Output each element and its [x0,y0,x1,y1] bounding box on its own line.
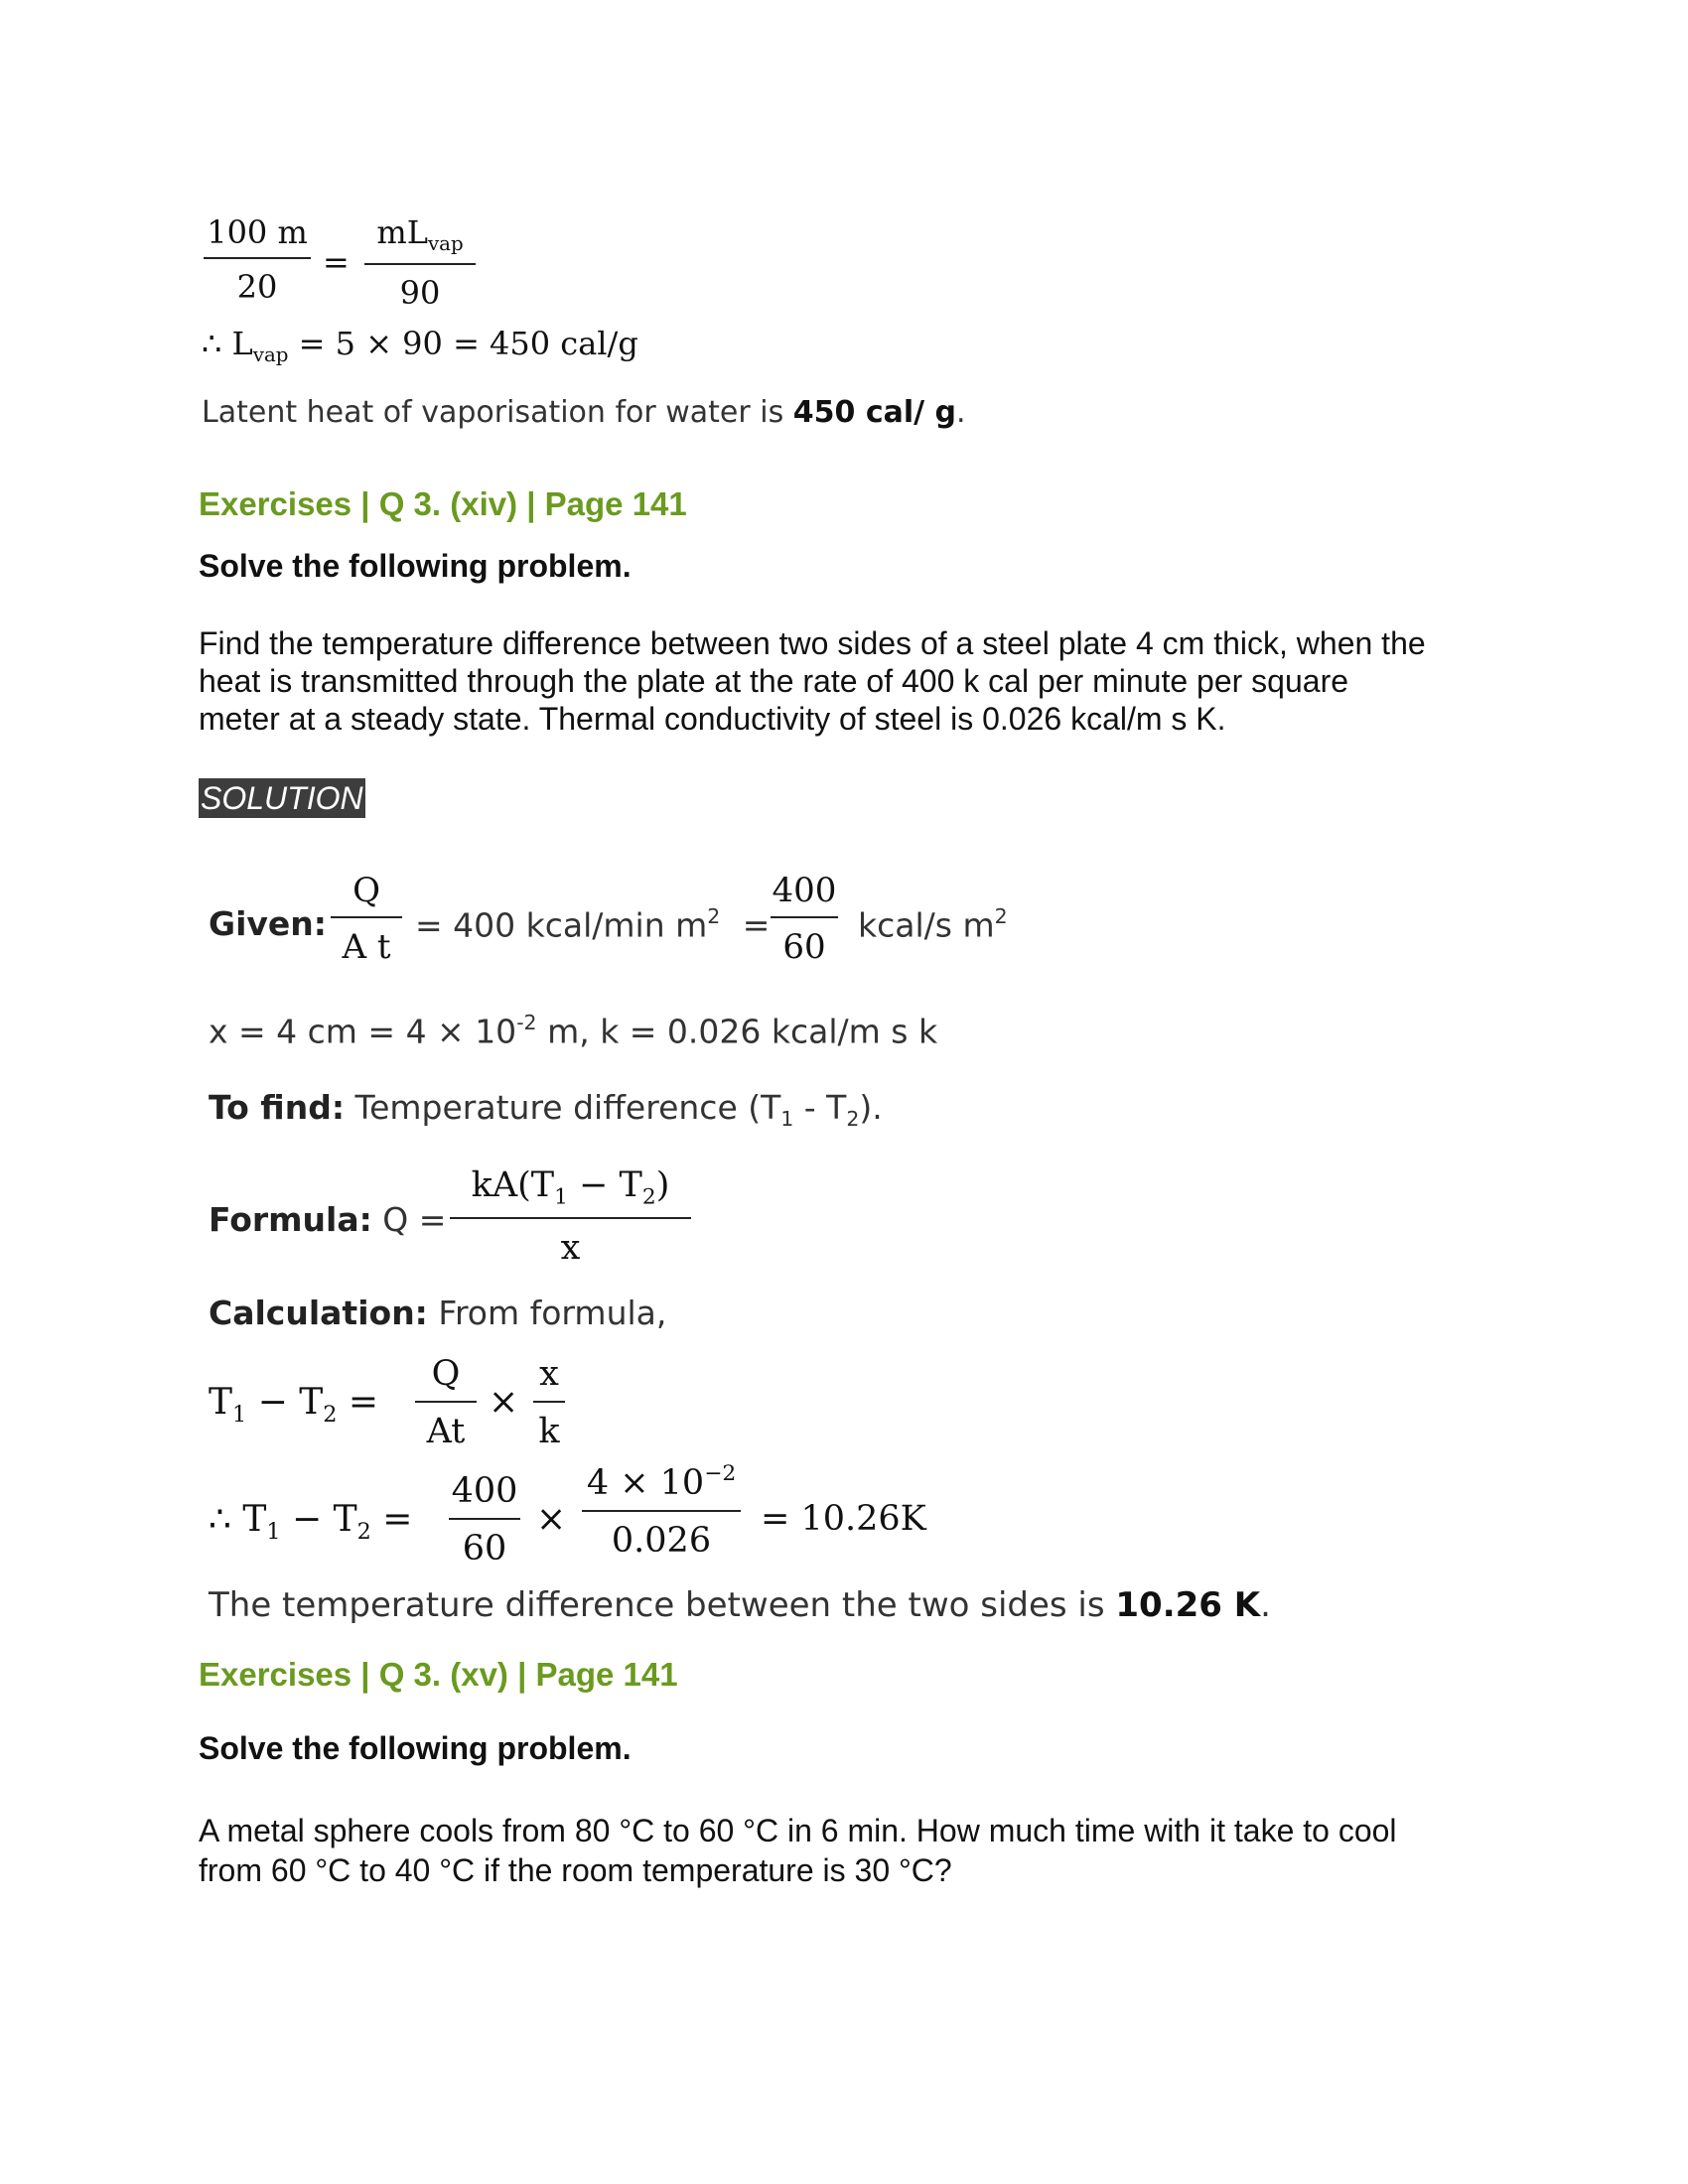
latent-heat-statement: Latent heat of vaporisation for water is 450 cal/ g. [202,395,966,430]
given-rate-text: = 400 kcal/min $m^2$ = [415,904,771,945]
question-line: A metal sphere cools from 80 °C to 60 °C in 6 min. How much time with it take to cool [199,1813,1397,1848]
fraction-400-over-60: 400 60 [772,871,837,967]
question-line: heat is transmitted through the plate at the rate of 400 k cal per minute per square [199,663,1349,699]
question-line: Find the temperature difference between two sides of a steel plate 4 cm thick, when the [199,625,1426,661]
equation-2-lhs: ∴ $T_1 - T_2$ = [209,1499,413,1545]
fraction-numerator: 100 m [207,213,308,251]
formula-label-line: Formula: Q = [209,1200,447,1239]
equals-sign: = [323,243,350,281]
fraction-numerator: $mL_{vap}$ [376,213,464,255]
times-sign: × [489,1382,519,1423]
times-sign: × [536,1499,567,1540]
fraction-formula: $kA(T_1 - T_2)$ x [450,1168,691,1266]
equation-1-lhs: $T_1 - T_2$ = [209,1382,379,1428]
fraction-q-over-at: Q A t [331,874,402,964]
fraction-bar [204,257,311,259]
given-unit-text: kcal/s $m^2$ [858,904,1008,945]
fraction-mlvap-over-90 [364,213,476,312]
question-line: meter at a steady state. Thermal conductivity of steel is 0.026 kcal/m s K. [199,701,1226,737]
question-text-xv [199,1811,1529,1890]
question-heading-xiv[interactable]: Exercises | Q 3. (xiv) | Page 141 [199,485,687,522]
fraction-400-over-60-2: 400 60 [449,1474,520,1567]
answer-statement: The temperature difference between the two sides is 10.26 K. [209,1585,1271,1625]
solution-badge[interactable]: SOLUTION [201,780,363,816]
given-label: Given: [209,904,327,943]
fraction-100m-over-20 [204,213,311,306]
instruction-xv: Solve the following problem. [199,1730,632,1766]
therefore-symbol: ∴ [202,325,222,362]
to-find-line: To find: Temperature difference $(T_1 - T_2)$. [209,1088,883,1132]
fraction-denominator: 90 [399,273,441,312]
fraction-denominator: 20 [236,268,278,306]
question-heading-xv[interactable]: Exercises | Q 3. (xv) | Page 141 [199,1656,678,1693]
instruction-xiv: Solve the following problem. [199,548,632,584]
equation-2-result: = 10.26K [761,1499,926,1539]
fraction-4e-2-over-0026: $4 \times 10^{-2}$ 0.026 [582,1463,741,1559]
fraction-x-over-k: x k [533,1357,565,1449]
fraction-bar [364,263,476,265]
lvap-result-line: ∴ $L_{vap} = 5 \times 90 = 450$ cal/g [202,325,638,366]
fraction-q-over-at-2: Q At [415,1357,477,1449]
calculation-line: Calculation: From formula, [209,1294,667,1332]
question-line: from 60 °C to 40 °C if the room temperature is 30 °C? [199,1852,952,1888]
given-x-k-line: x = 4 cm = $4 \times 10^{-2}$ m, k = 0.026 kcal/m s k [209,1011,938,1051]
question-text-xiv [199,624,1529,738]
